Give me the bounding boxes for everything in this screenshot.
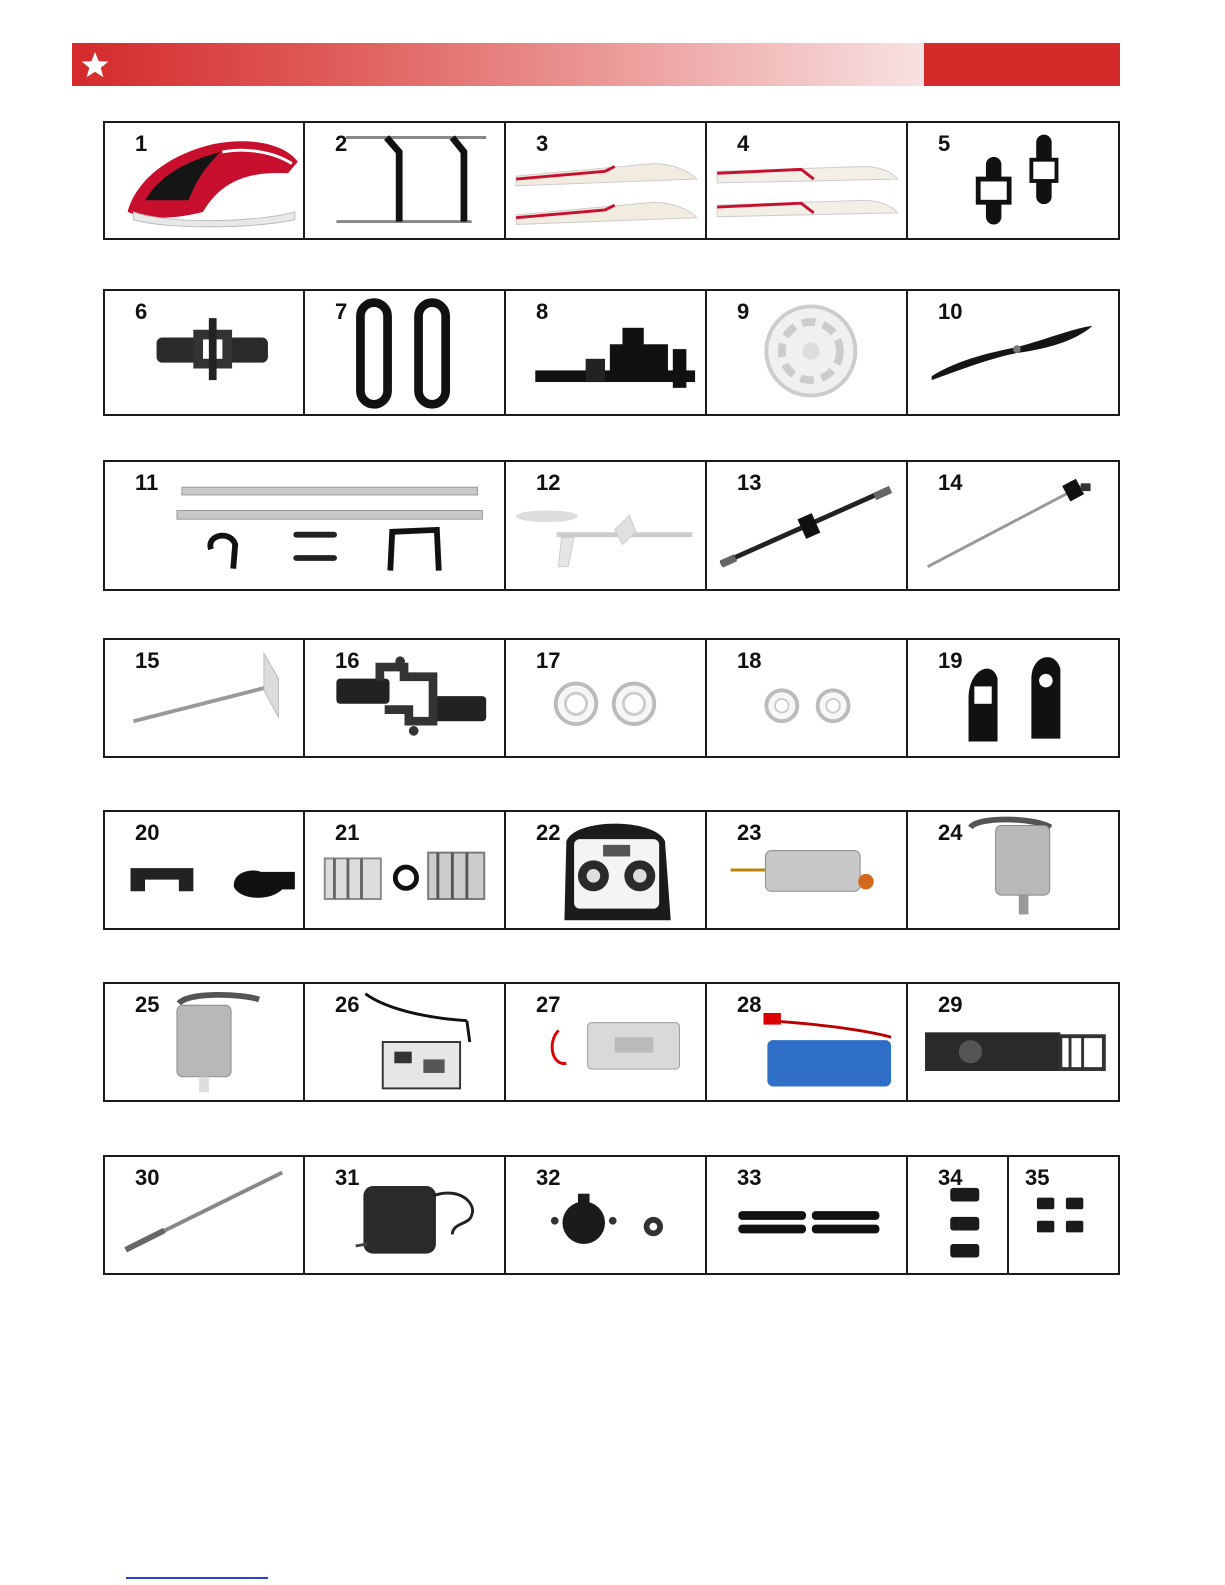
parts-row bbox=[103, 460, 1120, 591]
part-cell bbox=[305, 121, 506, 240]
part-cell bbox=[908, 289, 1120, 416]
part-number: 14 bbox=[938, 470, 963, 495]
part-number: 13 bbox=[737, 470, 762, 495]
part-number: 10 bbox=[938, 299, 963, 324]
part-number: 6 bbox=[135, 299, 148, 324]
part-number: 29 bbox=[938, 992, 963, 1017]
part-cell bbox=[103, 289, 305, 416]
part-cell bbox=[103, 638, 305, 758]
part-cell bbox=[305, 982, 506, 1102]
part-cell bbox=[908, 982, 1120, 1102]
part-cell bbox=[506, 460, 707, 591]
part-cell bbox=[707, 460, 908, 591]
parts-row bbox=[103, 638, 1120, 758]
part-number: 8 bbox=[536, 299, 549, 324]
part-cell bbox=[707, 1155, 908, 1275]
part-number: 2 bbox=[335, 131, 348, 156]
part-cell bbox=[305, 638, 506, 758]
part-number: 21 bbox=[335, 820, 360, 845]
part-number: 24 bbox=[938, 820, 963, 845]
part-cell bbox=[908, 810, 1120, 930]
part-number: 7 bbox=[335, 299, 348, 324]
part-number: 20 bbox=[135, 820, 160, 845]
part-number: 23 bbox=[737, 820, 762, 845]
part-cell bbox=[305, 1155, 506, 1275]
part-cell bbox=[707, 638, 908, 758]
part-number: 27 bbox=[536, 992, 561, 1017]
part-number: 5 bbox=[938, 131, 951, 156]
part-number: 16 bbox=[335, 648, 360, 673]
part-cell bbox=[506, 810, 707, 930]
part-cell bbox=[908, 460, 1120, 591]
part-number: 9 bbox=[737, 299, 750, 324]
part-cell bbox=[305, 289, 506, 416]
tail-boom-set-icon bbox=[105, 462, 504, 589]
part-cell bbox=[103, 810, 305, 930]
part-cell bbox=[908, 1155, 1009, 1275]
part-number: 1 bbox=[135, 131, 148, 156]
part-number: 32 bbox=[536, 1165, 561, 1190]
part-cell bbox=[1009, 1155, 1120, 1275]
part-cell bbox=[506, 982, 707, 1102]
part-cell bbox=[707, 810, 908, 930]
part-cell bbox=[506, 1155, 707, 1275]
part-cell bbox=[305, 810, 506, 930]
parts-row bbox=[103, 121, 1120, 240]
parts-row bbox=[103, 810, 1120, 930]
part-cell bbox=[506, 121, 707, 240]
part-number: 18 bbox=[737, 648, 762, 673]
part-number: 31 bbox=[335, 1165, 360, 1190]
part-number: 19 bbox=[938, 648, 963, 673]
part-cell bbox=[103, 460, 506, 591]
part-cell bbox=[506, 289, 707, 416]
part-number: 25 bbox=[135, 992, 160, 1017]
part-number: 26 bbox=[335, 992, 360, 1017]
part-number: 3 bbox=[536, 131, 549, 156]
part-number: 35 bbox=[1025, 1165, 1050, 1190]
part-number: 33 bbox=[737, 1165, 762, 1190]
parts-row bbox=[103, 289, 1120, 416]
parts-grid bbox=[103, 0, 1120, 1300]
part-cell bbox=[103, 1155, 305, 1275]
part-cell bbox=[506, 638, 707, 758]
part-number: 12 bbox=[536, 470, 561, 495]
footer-link-underline[interactable] bbox=[126, 1577, 268, 1579]
part-number: 34 bbox=[938, 1165, 963, 1190]
part-cell bbox=[103, 982, 305, 1102]
part-cell bbox=[707, 289, 908, 416]
parts-row bbox=[103, 1155, 1120, 1275]
part-number: 22 bbox=[536, 820, 561, 845]
part-cell bbox=[908, 121, 1120, 240]
part-number: 15 bbox=[135, 648, 160, 673]
parts-row bbox=[103, 982, 1120, 1102]
part-number: 30 bbox=[135, 1165, 160, 1190]
part-number: 28 bbox=[737, 992, 762, 1017]
part-cell bbox=[707, 982, 908, 1102]
part-number: 4 bbox=[737, 131, 750, 156]
part-cell bbox=[103, 121, 305, 240]
part-number: 11 bbox=[135, 470, 159, 495]
part-cell bbox=[908, 638, 1120, 758]
part-cell bbox=[707, 121, 908, 240]
part-number: 17 bbox=[536, 648, 561, 673]
